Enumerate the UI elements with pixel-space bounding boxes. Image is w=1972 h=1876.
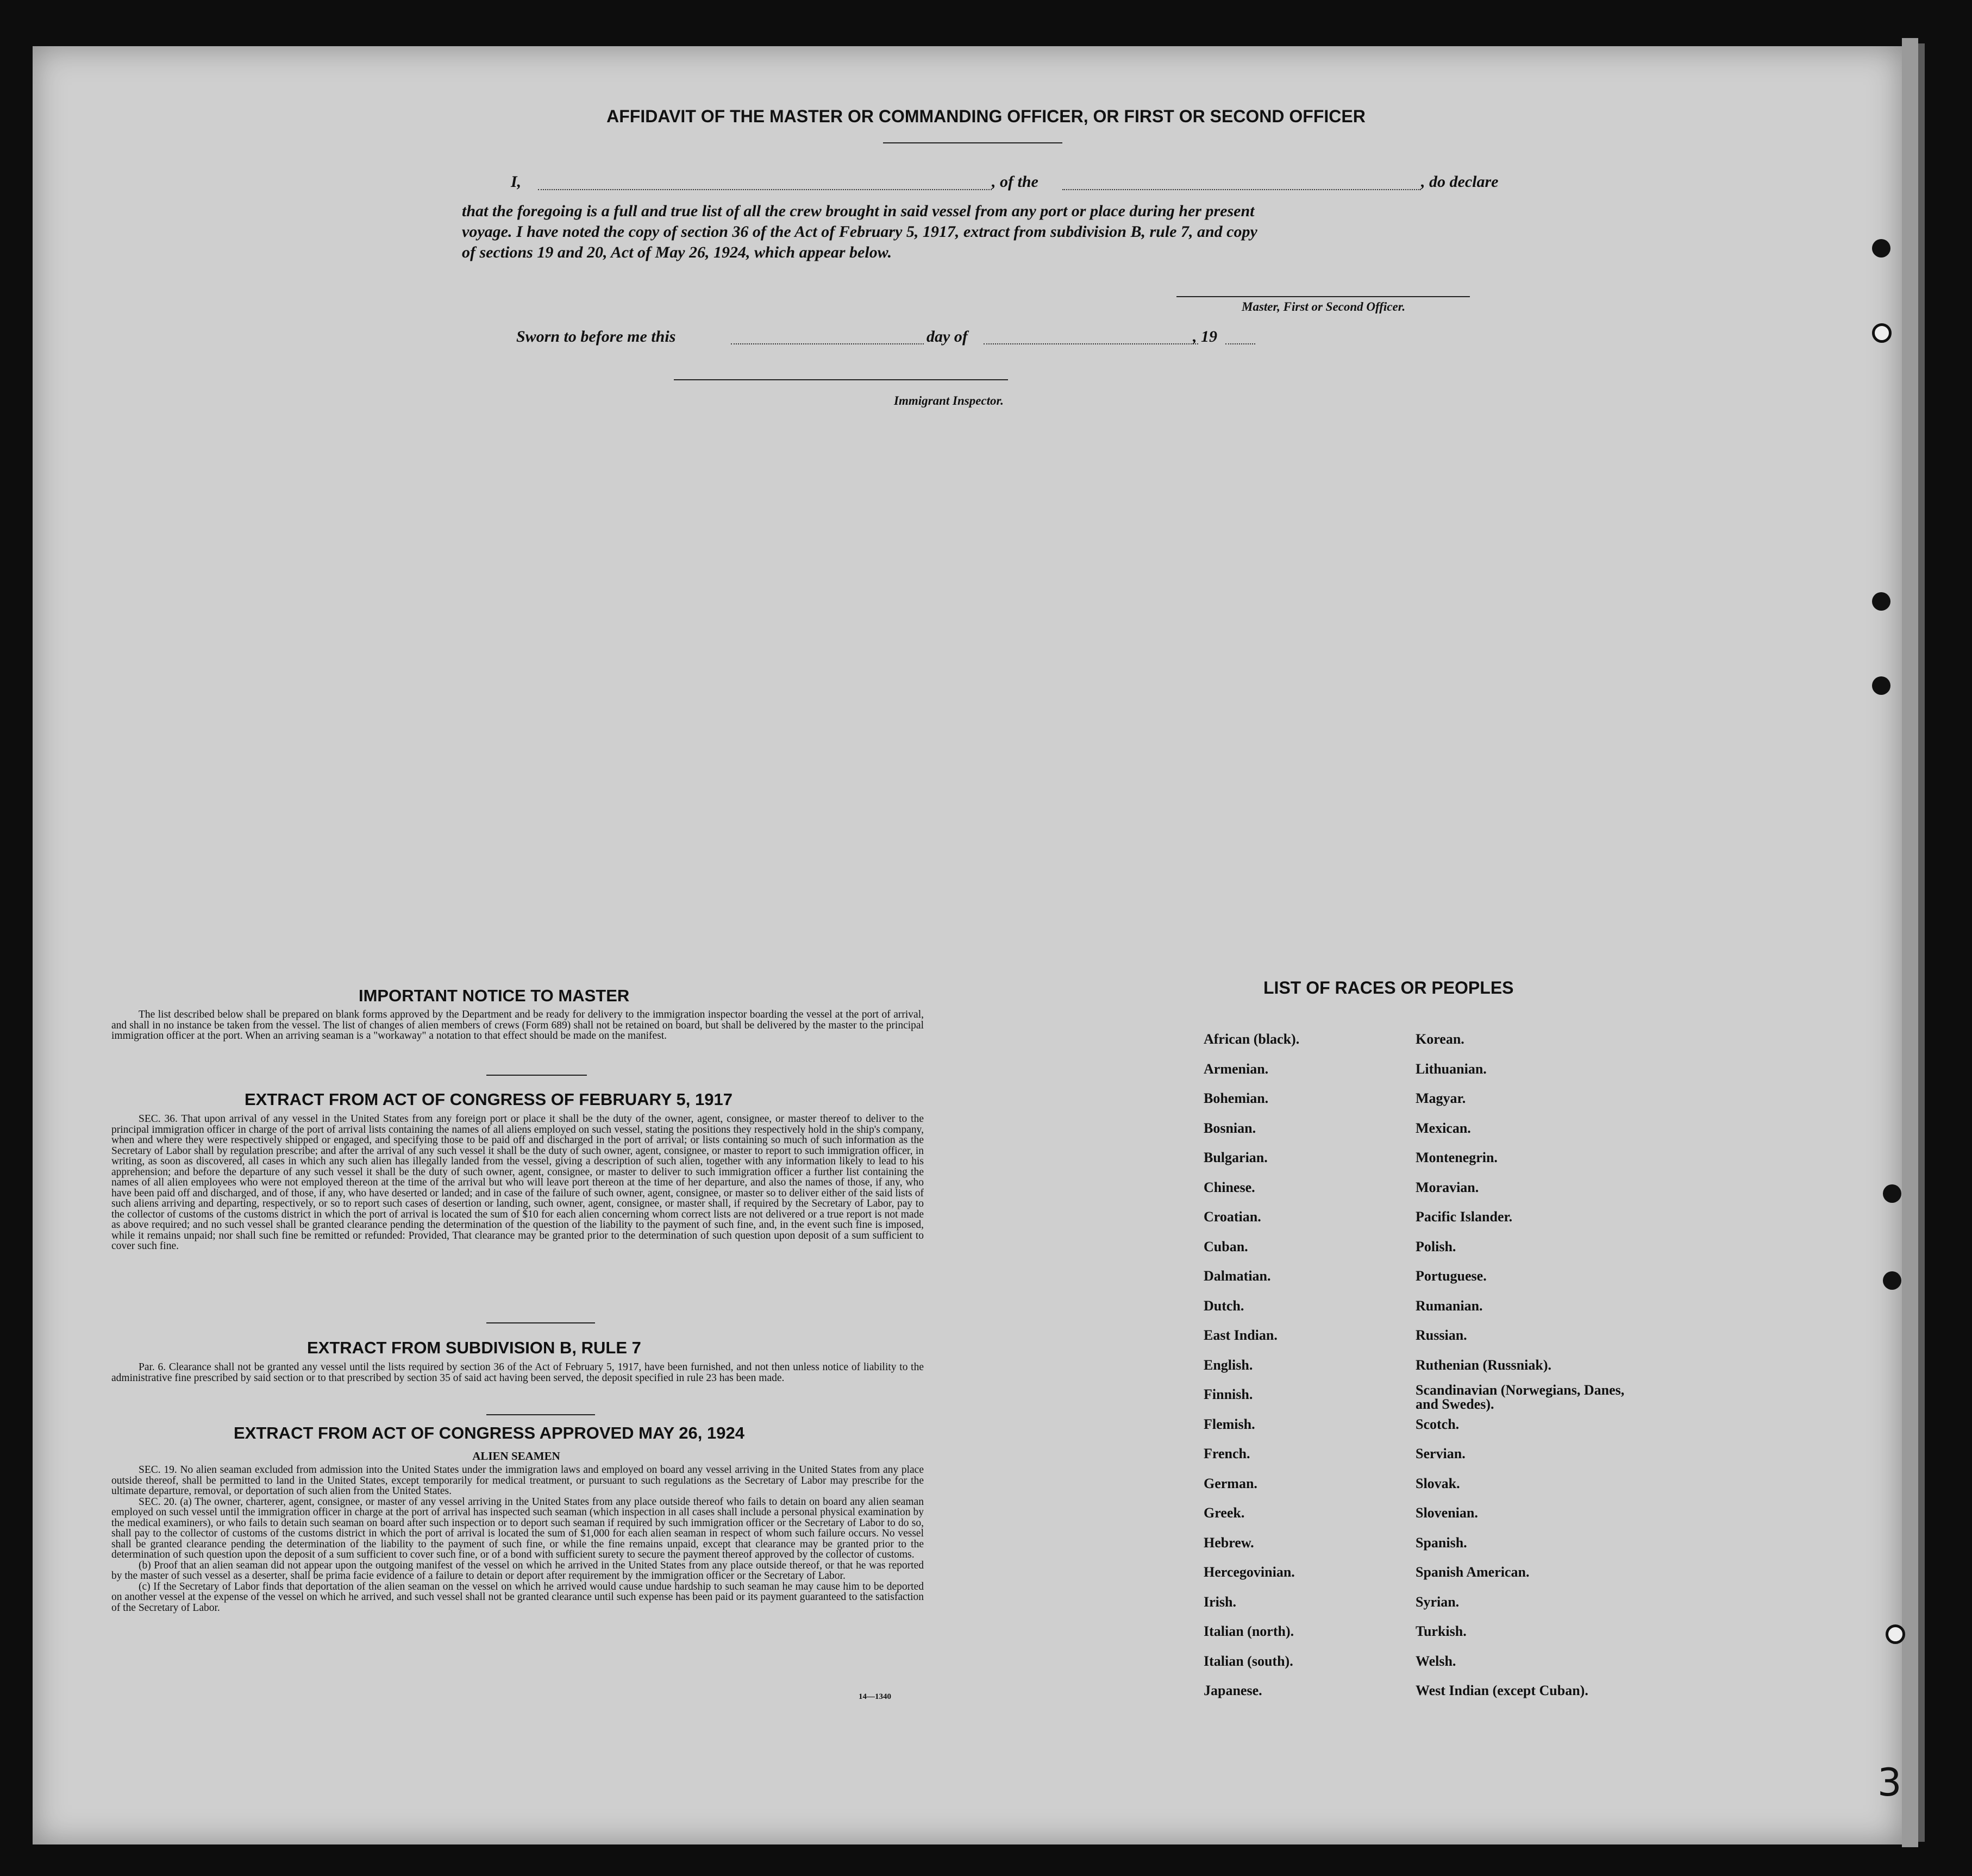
punch-hole: [1872, 239, 1890, 258]
inspector-label: Immigrant Inspector.: [894, 394, 1004, 407]
race-item: Bosnian.: [1204, 1120, 1256, 1136]
handwritten-page-number: 3: [1877, 1760, 1902, 1805]
race-item: Dutch.: [1204, 1297, 1244, 1314]
extract-1924-title: EXTRACT FROM ACT OF CONGRESS APPROVED MAY 26, 1924: [234, 1423, 744, 1442]
extract-1924-text: SEC. 19. No alien seaman excluded from admission into the United States under the immigration laws and employed on board any vessel arriving in the United States from any place outside thereof, shall be permitted to land in the United States, except temporarily for medical treatment, or pursuant to such regulations as the Secretary of Labor may prescribe for the ultimate departure, removal, or deportation of such alien from the United States. SEC. 20. (a) The owner, charterer, agent, consignee, or master of any vessel arriving in the United States from any place outside thereof who fails to detain on board any alien seaman employed on such vessel until the immigration officer in charge at the port of arrival has inspected such seaman (which inspection in all cases shall include a personal physical examination by the medical examiners), or who fails to detain such seaman on board after such inspection or to deport such seaman if required by such immigration officer or the Secretary of Labor to do so, shall pay to the collector of customs of the customs district in which the port of arrival is located the sum of $1,000 for each alien seaman in respect of whom such failure occurs. No vessel shall be granted clearance pending the determination of the liability to the payment of such fine, or while the fine remains unpaid, except that clearance may be granted prior to the determination of such question upon the deposit of a sum sufficient to cover such fine, or of a bond with sufficient surety to secure the payment thereof approved by the collector of customs. (b) Proof that an alien seaman did not appear upon the outgoing manifest of the vessel on which he arrived in the United States from any place outside thereof, or that he was reported by the master of such vessel as a deserter, shall be prima facie evidence of a failure to detain or deport after requirement by the immigration officer or the Secretary of Labor. (c) If the Secretary of Labor finds that deportation of the alien seaman on the vessel on which he arrived would cause undue hardship to such seaman he may cause him to be deported on another vessel at the expense of the vessel on which he arrived, and such vessel shall not be granted clearance until such expense has been paid or its payment guaranteed to the satisfaction of the Secretary of Labor.: [111, 1464, 924, 1614]
race-item: Turkish.: [1416, 1623, 1467, 1639]
race-item: Polish.: [1416, 1238, 1456, 1254]
race-item: Montenegrin.: [1416, 1150, 1498, 1165]
sworn-label: Sworn to before me this: [516, 328, 676, 346]
notice-text: The list described below shall be prepared on blank forms approved by the Department and be ready for delivery to the immigration inspector boarding the vessel at the port of arrival, and shall in no instance be taken from the vessel. The list of changes of alien members of crews (Form 689) shall not be retained on board, but shall be delivered by the master to the principal immigration officer at the port. When an arriving seaman is a "workaway" a notation to that effect should be made on the manifest.: [111, 1009, 924, 1041]
name-field-line[interactable]: [538, 189, 992, 190]
race-item: Portuguese.: [1416, 1268, 1487, 1284]
title-underline: [883, 142, 1062, 143]
race-item: Italian (south).: [1204, 1653, 1293, 1669]
punch-hole: [1886, 1624, 1905, 1644]
races-title: LIST OF RACES OR PEOPLES: [1263, 978, 1514, 997]
race-item: Armenian.: [1204, 1061, 1269, 1077]
race-item: Spanish.: [1416, 1534, 1467, 1551]
extract-1917-text: SEC. 36. That upon arrival of any vessel in the United States from any foreign port or place it shall be the duty of the owner, agent, consignee, or master thereof to deliver to the principal immigration officer in charge of the port of arrival lists containing the names of all aliens employed on such vessel, stating the positions they respectively hold in the ship's company, when and where they were respectively shipped or engaged, and specifying those to be paid off and discharged in the port of arrival; or lists containing so much of such information as the Secretary of Labor shall by regulation prescribe; and after the arrival of any such vessel it shall be the duty of such owner, agent, consignee, or master to report to such immigration officer, in writing, as soon as discovered, all cases in which any such alien has illegally landed from the vessel, giving a description of such alien, together with any information likely to lead to his apprehension; and before the departure of any such vessel it shall be the duty of such owner, agent, consignee, or master to deliver to such immigration officer a further list containing the names of all alien employees who were not employed thereon at the time of the arrival but who will leave port thereon at the time of her departure, and also the names of those, if any, who have been paid off and discharged, and of those, if any, who have deserted or landed; and in case of the failure of such owner, agent, consignee, or master so to deliver either of the said lists of such aliens arriving and departing, respectively, or so to report such cases of desertion or landing, such owner, agent, consignee, or master shall, if required by the Secretary of Labor, pay to the collector of customs of the customs district in which the port of arrival is located the sum of $10 for each alien concerning whom correct lists are not delivered or a true report is not made as above required; and no such vessel shall be granted clearance pending the determination of the question of the liability to the payment of such fine, and, in the event such fine is imposed, while it remains unpaid; nor shall such fine be remitted or refunded: Provided, That clearance may be granted prior to the determination of such question upon deposit of a sum sufficient to cover such fine.: [111, 1113, 924, 1252]
race-item: Ruthenian (Russniak).: [1416, 1357, 1551, 1373]
extract-b7-text: Par. 6. Clearance shall not be granted any vessel until the lists required by section 36 of the Act of February 5, 1917, have been furnished, and not then unless notice of liability to the administrative fine prescribed by said section or to that prescribed by section 35 of said act having been served, the deposit specified in rule 23 has been made.: [111, 1361, 924, 1384]
race-item: German.: [1204, 1475, 1257, 1491]
race-item: Welsh.: [1416, 1653, 1456, 1669]
master-signature-label: Master, First or Second Officer.: [1242, 300, 1406, 313]
race-item: Syrian.: [1416, 1593, 1460, 1610]
race-item: Scotch.: [1416, 1416, 1460, 1432]
sworn-day-field[interactable]: [731, 343, 924, 344]
page-edge-shadow: [1918, 43, 1925, 1842]
race-item: Magyar.: [1416, 1090, 1466, 1106]
punch-hole: [1872, 676, 1890, 695]
punch-hole: [1872, 323, 1892, 343]
race-item: Bulgarian.: [1204, 1150, 1268, 1165]
race-item: Scandinavian (Norwegians, Danes, and Swedes).: [1416, 1382, 1625, 1412]
race-item: Bohemian.: [1204, 1090, 1269, 1106]
vessel-field-line[interactable]: [1062, 189, 1421, 190]
race-item: Flemish.: [1204, 1416, 1255, 1432]
race-item: Korean.: [1416, 1031, 1464, 1047]
affidavit-of-label: , of the: [992, 173, 1038, 191]
race-item: Pacific Islander.: [1416, 1209, 1513, 1225]
race-item: Rumanian.: [1416, 1297, 1483, 1314]
race-item: West Indian (except Cuban).: [1416, 1683, 1588, 1698]
race-item: Lithuanian.: [1416, 1061, 1487, 1077]
year-label: , 19: [1193, 328, 1217, 346]
race-item: Dalmatian.: [1204, 1268, 1271, 1284]
section-divider: [486, 1322, 595, 1323]
affidavit-line-4: of sections 19 and 20, Act of May 26, 1924, which appear below.: [462, 243, 892, 261]
extract-b7-title: EXTRACT FROM SUBDIVISION B, RULE 7: [307, 1338, 641, 1357]
race-item: Cuban.: [1204, 1238, 1248, 1254]
race-item: Mexican.: [1416, 1120, 1471, 1136]
race-item: Hercegovinian.: [1204, 1564, 1295, 1580]
affidavit-declare-label: , do declare: [1421, 173, 1499, 191]
race-item: East Indian.: [1204, 1327, 1278, 1343]
form-number: 14—1340: [859, 1692, 891, 1701]
section-divider: [486, 1414, 595, 1415]
race-item: Irish.: [1204, 1593, 1236, 1610]
section-divider: [486, 1075, 587, 1076]
affidavit-line-3: voyage. I have noted the copy of section 36 of the Act of February 5, 1917, extract from subdivision B, rule 7, and copy: [462, 223, 1257, 241]
race-item: Japanese.: [1204, 1683, 1262, 1698]
race-item: Slovenian.: [1416, 1505, 1478, 1521]
race-item: Finnish.: [1204, 1386, 1253, 1402]
race-item: French.: [1204, 1446, 1250, 1461]
race-item: Greek.: [1204, 1505, 1245, 1521]
affidavit-i-label: I,: [511, 173, 522, 191]
race-item: English.: [1204, 1357, 1253, 1373]
race-item: Italian (north).: [1204, 1623, 1294, 1639]
punch-hole: [1872, 592, 1890, 611]
notice-title: IMPORTANT NOTICE TO MASTER: [359, 986, 630, 1005]
punch-hole: [1883, 1271, 1901, 1290]
month-field[interactable]: [984, 343, 1198, 344]
race-item: Servian.: [1416, 1446, 1466, 1461]
race-item: Slovak.: [1416, 1475, 1460, 1491]
master-signature-line[interactable]: [1176, 296, 1470, 297]
race-item: African (black).: [1204, 1031, 1300, 1047]
punch-hole: [1883, 1184, 1901, 1203]
affidavit-title: AFFIDAVIT OF THE MASTER OR COMMANDING OFFICER, OR FIRST OR SECOND OFFICER: [606, 106, 1366, 126]
day-of-label: day of: [926, 328, 968, 346]
race-item: Russian.: [1416, 1327, 1467, 1343]
inspector-signature-line[interactable]: [674, 379, 1008, 380]
race-item: Chinese.: [1204, 1179, 1255, 1195]
race-item: Hebrew.: [1204, 1534, 1254, 1551]
race-item: Croatian.: [1204, 1209, 1261, 1225]
extract-1917-title: EXTRACT FROM ACT OF CONGRESS OF FEBRUARY 5, 1917: [245, 1090, 733, 1109]
race-item: Spanish American.: [1416, 1564, 1530, 1580]
page-edge: [1902, 38, 1918, 1847]
affidavit-line-2: that the foregoing is a full and true list of all the crew brought in said vessel from any port or place during her present: [462, 202, 1255, 220]
alien-seamen-subtitle: ALIEN SEAMEN: [472, 1450, 560, 1463]
race-item: Moravian.: [1416, 1179, 1479, 1195]
year-field[interactable]: [1225, 343, 1255, 344]
